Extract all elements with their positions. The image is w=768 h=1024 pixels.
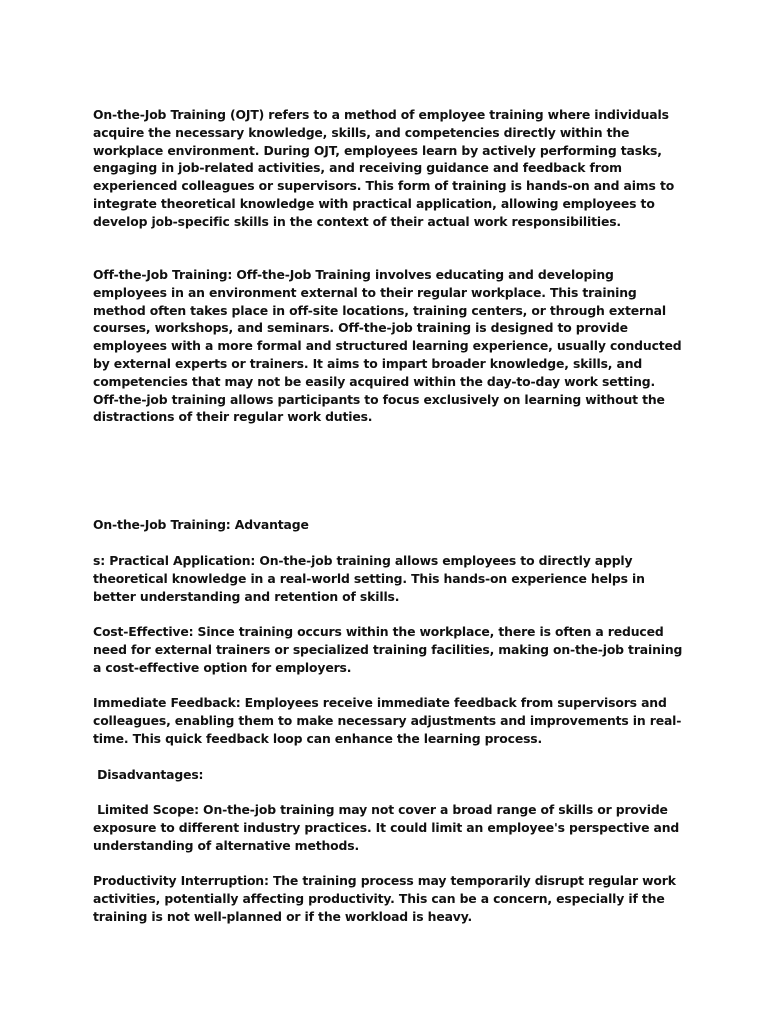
immediate-feedback-paragraph: Immediate Feedback: Employees receive immediate feedback from supervisors and colleagues, enabling them to make necessary adjustments and improvements in real-time. This quick feedback loop can enhance the learning process. bbox=[93, 695, 682, 746]
cost-effective-paragraph: Cost-Effective: Since training occurs within the workplace, there is often a reduced need for external trainers or specialized training facilities, making on-the-job training a cost-effective option for employers. bbox=[93, 624, 683, 675]
practical-application-paragraph: s: Practical Application: On-the-job training allows employees to directly apply theoretical knowledge in a real-world setting. This hands-on experience helps in better understanding and retention of skills. bbox=[93, 553, 645, 604]
productivity-interruption-paragraph: Productivity Interruption: The training process may temporarily disrupt regular work activities, potentially affecting productivity. This can be a concern, especially if the training is not well-planned or if the workload is heavy. bbox=[93, 873, 676, 924]
off-the-job-definition-paragraph: Off-the-Job Training: Off-the-Job Training involves educating and developing employees in an environment external to their regular workplace. This training method often takes place in off-site locations, training centers, or through external courses, workshops, and seminars. Off-the-job training is designed to provide employees with a more formal and structured learning experience, usually conducted by external experts or trainers. It aims to impart broader knowledge, skills, and competencies that may not be easily acquired within the day-to-day work setting. Off-the-job training allows participants to focus exclusively on learning without the distractions of their regular work duties. bbox=[93, 267, 682, 425]
limited-scope-paragraph: Limited Scope: On-the-job training may not cover a broad range of skills or provide exposure to different industry practices. It could limit an employee's perspective and understanding of alternative methods. bbox=[93, 802, 684, 853]
advantages-heading: On-the-Job Training: Advantage bbox=[93, 517, 309, 532]
ojt-definition-paragraph: On-the-Job Training (OJT) refers to a method of employee training where individuals acquire the necessary knowledge, skills, and competencies directly within the workplace environment. During OJT, employees learn by actively performing tasks, engaging in job-related activities, and receiving guidance and feedback from experienced colleagues or supervisors. This form of training is hands-on and aims to integrate theoretical knowledge with practical application, allowing employees to develop job-specific skills in the context of their actual work responsibilities. bbox=[93, 107, 675, 229]
disadvantages-heading: Disadvantages: bbox=[93, 767, 204, 782]
